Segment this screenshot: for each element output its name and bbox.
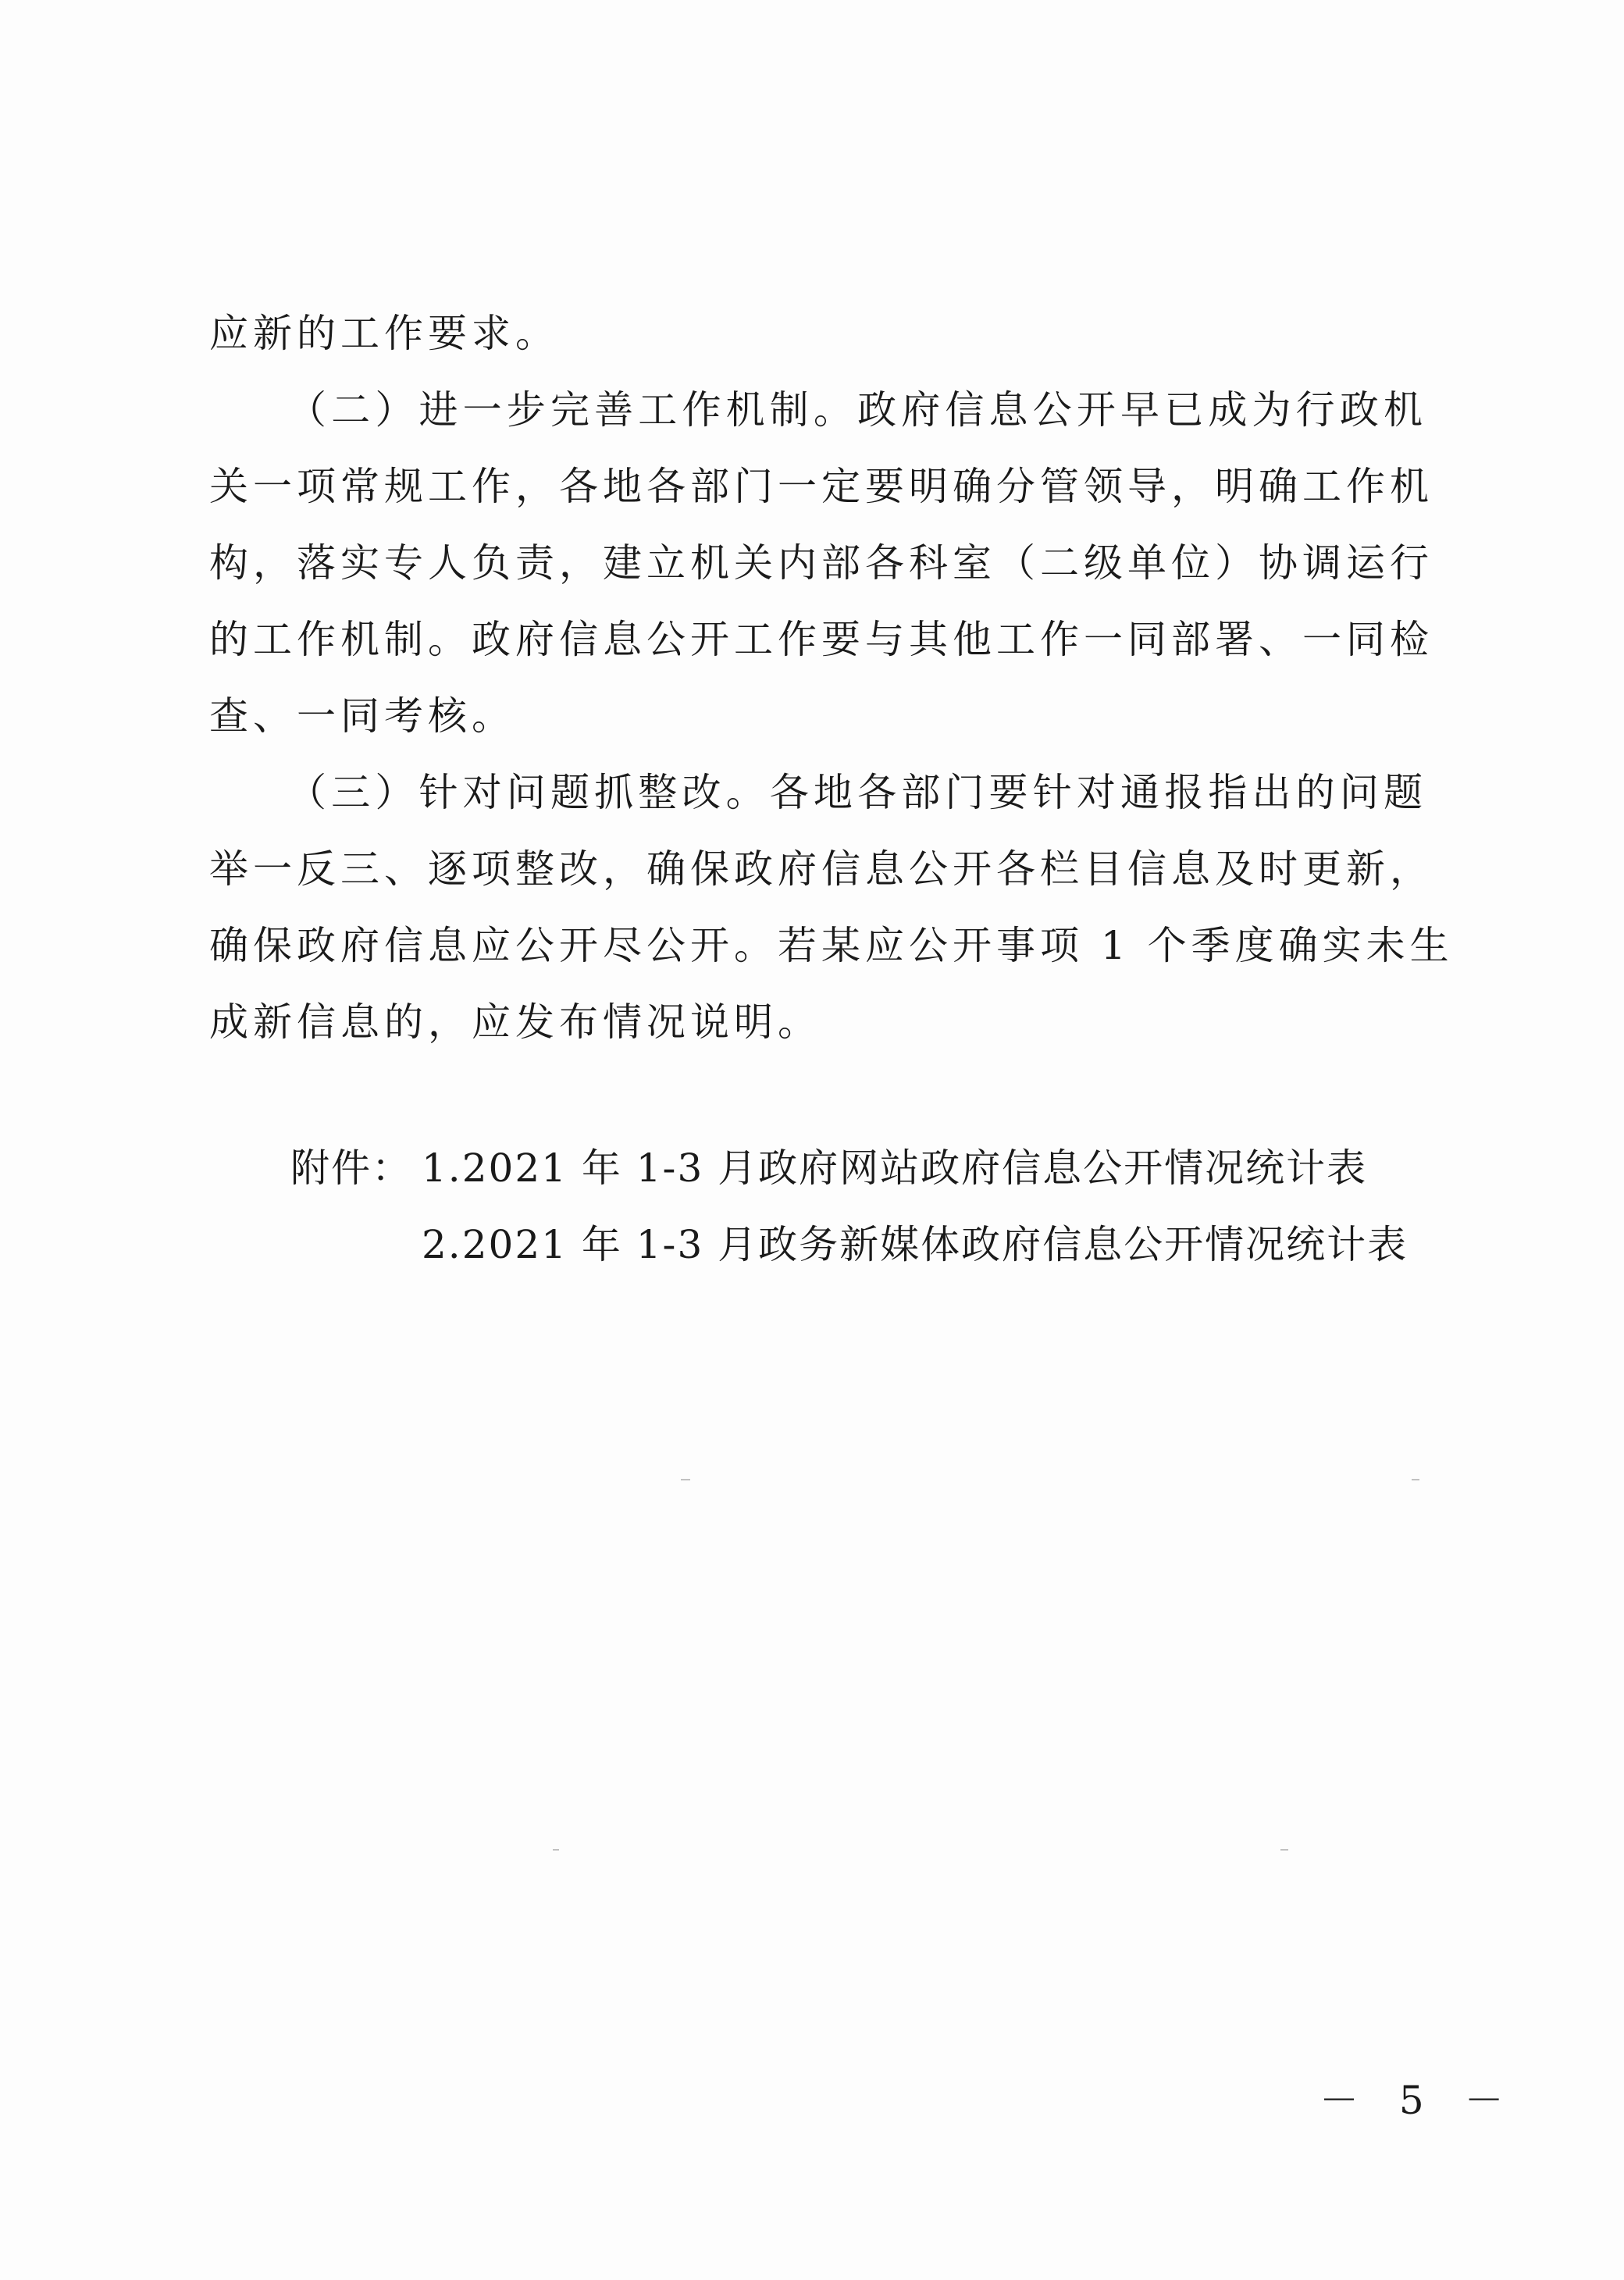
paragraph-line: （三）针对问题抓整改。各地各部门要针对通报指出的问题 — [287, 770, 1427, 815]
paragraph-line: 关一项常规工作，各地各部门一定要明确分管领导，明确工作机 — [209, 464, 1433, 509]
paragraph-line: 成新信息的，应发布情况说明。 — [209, 999, 821, 1045]
attachment-label: 附件： — [290, 1145, 412, 1191]
scan-speck — [553, 1849, 559, 1851]
attachment-item: 2.2021 年 1-3 月政务新媒体政府信息公开情况统计表 — [422, 1222, 1409, 1267]
paragraph-line: 查、一同考核。 — [209, 693, 515, 739]
paragraph-line: 举一反三、逐项整改，确保政府信息公开各栏目信息及时更新， — [209, 846, 1433, 892]
paragraph-line: 构，落实专人负责，建立机关内部各科室（二级单位）协调运行 — [209, 540, 1433, 586]
scan-speck — [1412, 1479, 1419, 1480]
scan-speck — [681, 1479, 690, 1480]
scan-speck — [1280, 1849, 1288, 1851]
paragraph-line: 的工作机制。政府信息公开工作要与其他工作一同部署、一同检 — [209, 617, 1433, 662]
attachment-item: 1.2021 年 1-3 月政府网站政府信息公开情况统计表 — [422, 1145, 1368, 1191]
page-number: － 5 － — [1320, 2078, 1518, 2123]
paragraph-line: （二）进一步完善工作机制。政府信息公开早已成为行政机 — [287, 387, 1427, 433]
paragraph-line: 应新的工作要求。 — [209, 311, 559, 356]
paragraph-line: 确保政府信息应公开尽公开。若某应公开事项 1 个季度确实未生 — [209, 923, 1454, 968]
